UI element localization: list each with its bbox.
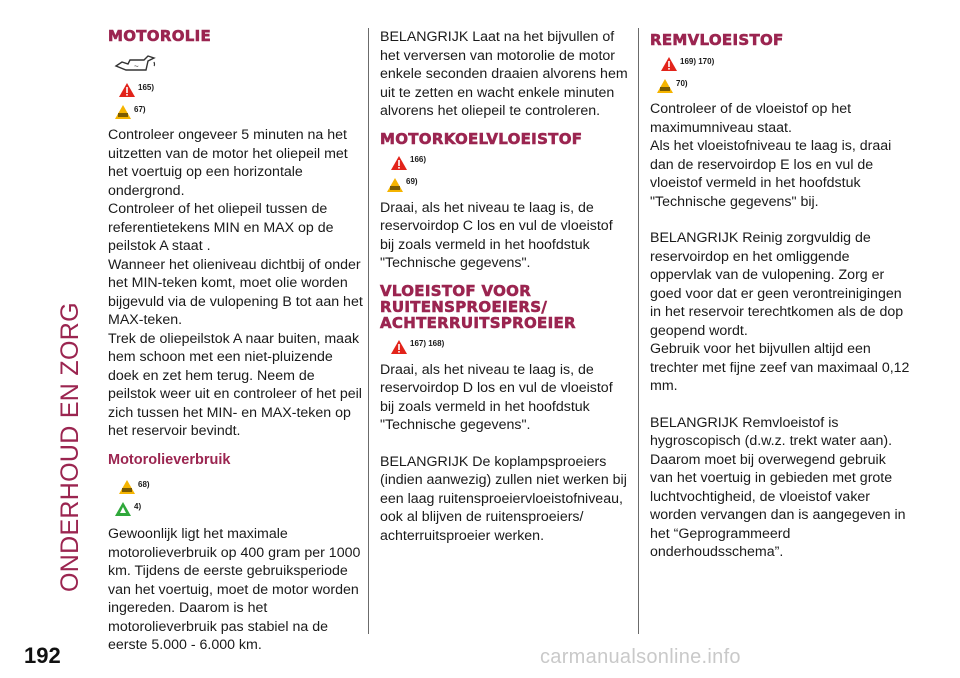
warning-ref-label: 4) [134, 501, 142, 511]
warning-ref-label: 69) [406, 177, 418, 186]
paragraph: Trek de oliepeilstok A naar buiten, maak hem schoon met een niet-pluizende doek en zet hem terug. Neem de peilstok weer uit en controleer of het peil zich tussen het MIN- en MAX-teken op het reservoir bevindt. [108, 330, 362, 439]
section-heading-motorolie: MOTOROLIE [108, 27, 212, 45]
warning-triangle-yellow-icon [118, 479, 136, 495]
paragraph: BELANGRIJK Laat na het bijvullen of het verversen van motorolie de motor enkele seconden draaien alvorens hem uit te zetten en wacht enkele minuten alvorens het oliepeil te controleren. [380, 29, 628, 119]
warning-ref [118, 76, 366, 98]
section-heading-remvloeistof: REMVLOEISTOF [650, 31, 784, 49]
warning-ref [390, 333, 630, 355]
paragraph: Gewoonlijk ligt het maximale motorolieverbruik op 400 gram per 1000 km. Tijdens de eerste gebruiksperiode van het voertuig, moet de motor worden ingereden. Daarom is het motorolieverbruik pas stabiel na de eerste 5.000 - 6.000 km. [108, 526, 361, 653]
paragraph: Controleer ongeveer 5 minuten na het uitzetten van de motor het oliepeil met het voertuig op een horizontale ondergrond. [108, 127, 348, 199]
warning-ref-label: 67) [134, 104, 146, 114]
paragraph: Controleer of de vloeistof op het maximumniveau staat. [650, 101, 852, 136]
warning-triangle-yellow-icon [386, 177, 404, 193]
warning-ref-label: 167) 168) [410, 339, 445, 348]
section-heading-motorkoelvloeistof: MOTORKOELVLOEISTOF [380, 129, 583, 148]
warning-ref-label: 169) 170) [680, 56, 715, 66]
paragraph: BELANGRIJK De koplampsproeiers (indien aanwezig) zullen niet werken bij een laag ruitensproeiervloeistofniveau, ook al blijven de ruitensproeiers/ achterruitsproeier werken. [380, 453, 627, 544]
subheading-motorolieverbruik: Motorolieverbruik [108, 451, 231, 468]
column-3 [650, 28, 910, 562]
warning-triangle-yellow-icon [656, 78, 674, 94]
paragraph: BELANGRIJK Reinig zorgvuldig de reservoirdop en het omliggende oppervlak van de vulopening. Zorg er goed voor dat er geen verontreinigingen in het reservoir terechtkomen als de dop geopend wordt. [650, 230, 904, 339]
oil-can-icon [114, 52, 366, 74]
paragraph: Draai, als het niveau te laag is, de reservoirdop C los en vul de vloeistof bij zoals vermeld in het hoofdstuk "Technische gegevens". [380, 199, 613, 271]
warning-triangle-red-icon [390, 339, 408, 355]
warning-triangle-red-icon [118, 82, 136, 98]
warning-ref-label: 166) [410, 155, 427, 164]
paragraph: Als het vloeistofniveau te laag is, draai dan de reservoirdop E los en vul de vloeistof vermeld in het hoofdstuk "Technische gegevens" bij. [650, 138, 892, 210]
column-2 [380, 28, 630, 545]
environment-triangle-icon [114, 501, 132, 517]
warning-triangle-red-icon [660, 56, 678, 72]
warning-triangle-red-icon [390, 155, 408, 171]
warning-ref [118, 473, 366, 495]
warning-ref [390, 149, 630, 171]
paragraph: Gebruik voor het bijvullen altijd een trechter met fijne zeef van maximaal 0,12 mm. [650, 341, 910, 394]
page-number: 192 [24, 643, 61, 668]
section-heading-ruitensproeiers: VLOEISTOF VOOR RUITENSPROEIERS/ ACHTERRUITSPROEIER [380, 281, 576, 332]
warning-ref [386, 171, 630, 193]
column-divider [638, 28, 639, 634]
watermark: carmanualsonline.info [540, 646, 741, 668]
warning-triangle-yellow-icon [114, 104, 132, 120]
column-divider [368, 28, 369, 634]
svg-text:~: ~ [134, 62, 139, 71]
paragraph: Draai, als het niveau te laag is, de reservoirdop D los en vul de vloeistof bij zoals vermeld in het hoofdstuk "Technische gegevens". [380, 361, 613, 433]
warning-ref-label: 70) [676, 78, 688, 88]
paragraph: BELANGRIJK Remvloeistof is hygroscopisch (d.w.z. trekt water aan). Daarom moet bij overwegend gebruik van het voertuig in gebieden met grote luchtvochtigheid, de vloeistof vaker worden vervangen dan is aangegeven in het “Geprogrammeerd onderhoudsschema”. [650, 414, 906, 560]
warning-ref-label: 165) [138, 82, 155, 92]
warning-ref [114, 495, 366, 517]
paragraph: Wanneer het olieniveau dichtbij of onder het MIN-teken komt, moet olie worden bijgevuld via de vulopening B tot aan het MAX-teken. [108, 256, 363, 328]
chapter-sidebar-title: ONDERHOUD EN ZORG [56, 302, 84, 592]
column-1 [108, 28, 366, 655]
warning-ref [114, 98, 366, 120]
warning-ref-label: 68) [138, 479, 150, 489]
warning-ref [656, 72, 910, 94]
warning-ref [660, 50, 910, 72]
paragraph: Controleer of het oliepeil tussen de referentietekens MIN en MAX op de peilstok A staat . [108, 201, 334, 254]
